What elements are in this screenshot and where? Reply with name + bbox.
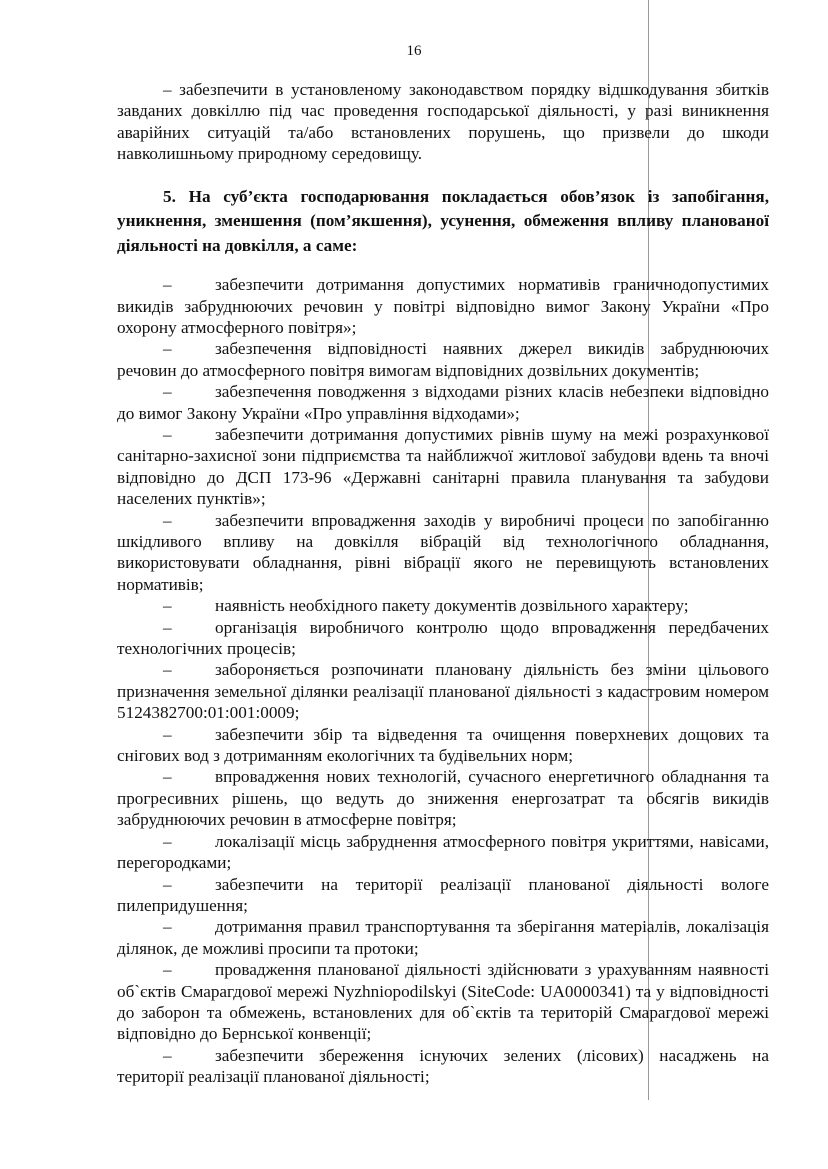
list-dash: –: [163, 831, 172, 851]
list-dash: –: [163, 874, 172, 894]
list-item: [117, 766, 769, 830]
list-item-text: забезпечити впровадження заходів у виробничі процеси по запобіганню шкідливого впливу на довкілля вібрацій від технологічного обладнання, використовувати обладнання, рівні вібрації якого не перевищують встановлених нормативів;: [117, 510, 769, 594]
list-item-text: впровадження нових технологій, сучасного енергетичного обладнання та прогресивних рішень, що ведуть до зниження енергозатрат та обсягів викидів забруднюючих речовин в атмосферне повітря;: [117, 767, 769, 830]
page-number: 16: [406, 43, 422, 59]
list-dash: –: [163, 917, 172, 937]
intro-item: – забезпечити в установленому законодавством порядку відшкодування збитків завданих довкіллю під час проведення господарської діяльності, у разі виникнення аварійних ситуацій та/або встановлених порушень, що призвели до шкоди навколишньому природному середовищу.: [117, 80, 769, 164]
items-list: [117, 274, 769, 1087]
list-dash: –: [163, 724, 172, 744]
list-item: [117, 510, 769, 596]
list-dash: –: [163, 424, 172, 444]
list-item: [117, 724, 769, 767]
list-item: [117, 424, 769, 510]
list-item-text: локалізації місць забруднення атмосферного повітря укриттями, навісами, перегородками;: [117, 831, 769, 873]
list-item-text: провадження планованої діяльності здійснювати з урахуванням наявності об`єктів Смарагдової мережі Nyzhniopodilskyi (SiteCode: UA0000341) та у відповідності до заборон та обмежень, встановлених для об`єктів та територій Смарагдової мережі відповідно до Бернської конвенції;: [117, 960, 769, 1044]
list-item-text: забезпечити дотримання допустимих нормативів граничнодопустимих викидів забруднюючих речовин у повітрі відповідно вимог Закону України «Про охорону атмосферного повітря»;: [117, 275, 769, 337]
list-dash: –: [163, 339, 172, 359]
list-item: [117, 916, 769, 959]
list-item: [117, 338, 769, 381]
document-body: [117, 79, 769, 1088]
list-dash: –: [163, 510, 172, 530]
list-item-text: забезпечення відповідності наявних джерел викидів забруднюючих речовин до атмосферного повітря вимогам відповідних дозвільних документів;: [117, 339, 769, 380]
list-dash: –: [163, 596, 172, 616]
list-dash: –: [163, 275, 172, 295]
list-item: [117, 874, 769, 917]
list-item-text: забезпечення поводження з відходами різних класів небезпеки відповідно до вимог Закону України «Про управління відходами»;: [117, 382, 769, 423]
list-item-text: забезпечити на території реалізації планованої діяльності вологе пилепридушення;: [117, 874, 769, 915]
list-item-text: забезпечити збереження існуючих зелених (лісових) насаджень на території реалізації планованої діяльності;: [117, 1045, 769, 1087]
list-item: [117, 595, 769, 616]
section-heading: 5. На суб’єкта господарювання покладається обов’язок із запобігання, уникнення, зменшення (пом’якшення), усунення, обмеження впливу планованої діяльності на довкілля, а саме:: [117, 186, 769, 255]
list-item-text: забезпечити збір та відведення та очищення поверхневих дощових та снігових вод з дотриманням екологічних та будівельних норм;: [117, 724, 769, 766]
list-item: [117, 274, 769, 338]
list-dash: –: [163, 617, 172, 637]
list-item: [117, 381, 769, 424]
list-item: [117, 959, 769, 1045]
list-item: [117, 617, 769, 660]
list-dash: –: [163, 767, 172, 787]
list-dash: –: [163, 382, 172, 402]
list-dash: –: [163, 960, 172, 980]
list-item: [117, 831, 769, 874]
list-item: [117, 1045, 769, 1088]
list-dash: –: [163, 660, 172, 680]
list-dash: –: [163, 1045, 172, 1065]
list-item-text: забороняється розпочинати плановану діяльність без зміни цільового призначення земельної ділянки реалізації планованої діяльності з кадастровим номером 5124382700:01:001:0009;: [117, 660, 769, 723]
list-item: [117, 659, 769, 723]
list-item-text: наявність необхідного пакету документів дозвільного характеру;: [215, 596, 689, 616]
list-item-text: організація виробничого контролю щодо впровадження передбачених технологічних процесів;: [117, 617, 769, 659]
list-item-text: дотримання правил транспортування та зберігання матеріалів, локалізація ділянок, де можливі просипи та протоки;: [117, 917, 769, 958]
list-item-text: забезпечити дотримання допустимих рівнів шуму на межі розрахункової санітарно-захисної зони підприємства та найближчої житлової забудови вдень та вночі відповідно до ДСП 173-96 «Державні санітарні правила планування та забудови населених пунктів»;: [117, 424, 769, 509]
